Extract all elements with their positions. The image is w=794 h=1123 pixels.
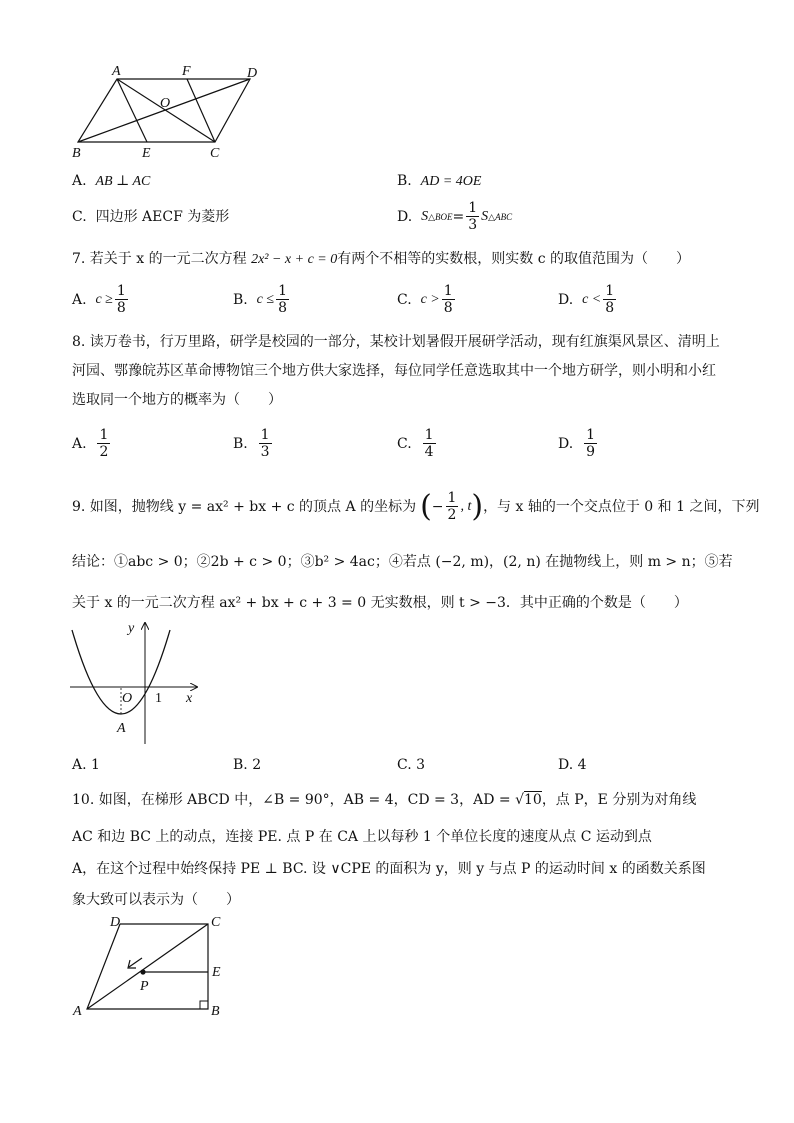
point-p (140, 969, 145, 974)
q6-option-c: C. 四边形 AECF 为菱形 (72, 209, 230, 225)
q7-option-d: D. c < $\frac{1}{8}$ (558, 283, 615, 316)
q8-stem-line-3: 选取同一个地方的概率为（ ） (72, 392, 282, 408)
fraction: $\frac{1}{8}$ (605, 283, 615, 316)
fraction: $\frac{1}{2}$ (447, 490, 457, 523)
label-d: D (110, 915, 121, 930)
q10-stem-line-1: 10. 如图，在梯形 ABCD 中，∠B = 90°，AB = 4，CD = 3，AD = √10，点 P，E 分别为对角线 (72, 792, 697, 808)
label-e: E (212, 965, 221, 980)
label-f: F (182, 64, 191, 79)
q7-option-c: C. c > $\frac{1}{8}$ (397, 283, 453, 316)
q10-stem-line-2: AC 和边 BC 上的动点，连接 PE. 点 P 在 CA 上以每秒 1 个单位长度的速度从点 C 运动到点 (72, 829, 652, 845)
q8-stem-line-1: 8. 读万卷书，行万里路，研学是校园的一部分，某校计划暑假开展研学活动，现有红旗渠风景区、清明上 (72, 334, 720, 350)
label-a: A (112, 64, 121, 79)
q6-option-d: D. S △BOE = $\frac{1}{3}$ S △ABC (397, 200, 513, 233)
q8-stem-line-2: 河园、鄂豫皖苏区革命博物馆三个地方供大家选择，每位同学任意选取其中一个地方研学，则小明和小红 (72, 363, 716, 379)
label-a: A (117, 721, 126, 736)
label-p: P (140, 979, 149, 994)
q6-option-a: A. AB ⊥ AC (72, 173, 151, 189)
q9-option-b: B. 2 (233, 757, 262, 773)
label-b: B (72, 146, 81, 161)
q10-stem-line-4: 象大致可以表示为（ ） (72, 892, 240, 908)
label-c: C (211, 915, 221, 930)
fraction: $\frac{1}{8}$ (116, 283, 126, 316)
trapezoid-figure (70, 912, 230, 1022)
q7-option-a: A. c ≥ $\frac{1}{8}$ (72, 283, 126, 316)
label-d: D (247, 66, 258, 81)
q9-stem-line-3: 关于 x 的一元二次方程 ax² + bx + c + 3 = 0 无实数根，则 t > −3．其中正确的个数是（ ） (72, 595, 688, 611)
diagonal-ac (87, 924, 208, 1009)
q9-stem-line-1: 9. 如图，抛物线 y = ax² + bx + c 的顶点 A 的坐标为 ( − $\frac{1}{2}$ , t ) ，与 x 轴的一个交点位于 0 和 1 之间，下列 (72, 488, 760, 524)
fraction: $\frac{1}{8}$ (278, 283, 287, 316)
q8-option-c: C. $\frac{1}{4}$ (397, 427, 434, 460)
fraction: $\frac{1}{9}$ (586, 427, 596, 460)
label-one: 1 (155, 691, 162, 706)
label-b: B (211, 1004, 220, 1019)
fraction: $\frac{1}{3}$ (260, 427, 270, 460)
q8-option-b: B. $\frac{1}{3}$ (233, 427, 270, 460)
label-x: x (186, 691, 193, 706)
label-a: A (73, 1004, 82, 1019)
sqrt-sign: √ (515, 792, 524, 808)
q9-option-c: C. 3 (397, 757, 426, 773)
parabola-graph (62, 618, 212, 748)
q7-option-b: B. c ≤ $\frac{1}{8}$ (233, 283, 287, 316)
fraction: $\frac{1}{3}$ (468, 200, 478, 233)
fraction: $\frac{1}{8}$ (443, 283, 453, 316)
q9-option-d: D. 4 (558, 757, 587, 773)
motion-arrow (129, 958, 142, 967)
q9-option-a: A. 1 (72, 757, 100, 773)
label-o: O (122, 691, 133, 706)
label-y: y (128, 621, 135, 636)
label-e: E (142, 146, 151, 161)
q9-stem-line-2: 结论：①abc > 0；②2b + c > 0；③b² > 4ac；④若点 (−2, m)，(2, n) 在抛物线上，则 m > n；⑤若 (72, 554, 733, 570)
q10-stem-line-3: A，在这个过程中始终保持 PE ⊥ BC. 设 ∨CPE 的面积为 y，则 y 与点 P 的运动时间 x 的函数关系图 (72, 861, 706, 877)
label-o: O (160, 96, 171, 111)
label-c: C (210, 146, 220, 161)
parallelogram-figure (60, 62, 280, 162)
q6-option-b: B. AD = 4OE (397, 173, 482, 189)
q8-option-a: A. $\frac{1}{2}$ (72, 427, 109, 460)
fraction: $\frac{1}{2}$ (99, 427, 109, 460)
q7-stem: 7. 若关于 x 的一元二次方程 2x² − x + c = 0有两个不相等的实数根，则实数 c 的取值范围为（ ） (72, 251, 690, 267)
fraction: $\frac{1}{4}$ (424, 427, 434, 460)
right-angle-mark (200, 1001, 208, 1009)
q8-option-d: D. $\frac{1}{9}$ (558, 427, 596, 460)
